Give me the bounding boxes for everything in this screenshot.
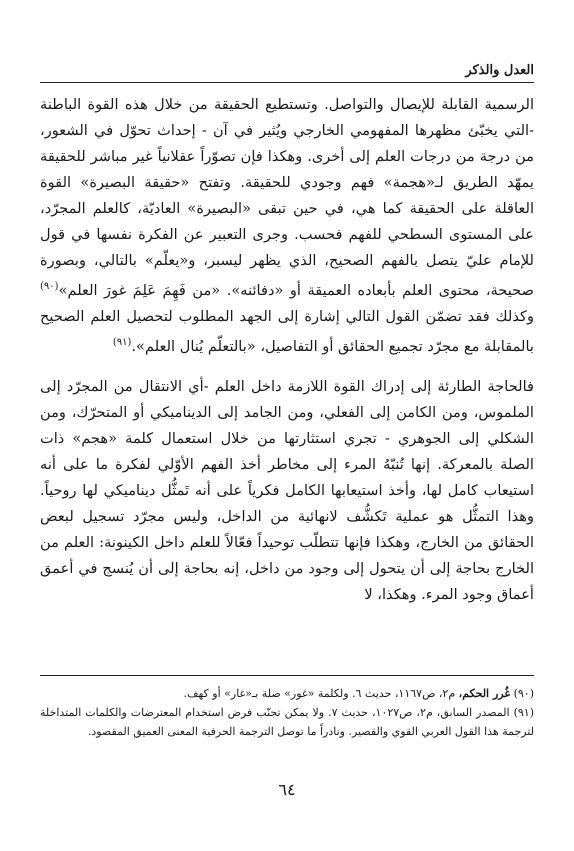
footnote-91-text: المصدر السابق، م٢، ص١٠٢٧، حديث ٧. ولا يمكن تجنّب فرض استخدام المعترضات والكلمات المتداخلة لترجمة هذا القول العربي القوي والقصير. ونادراً ما توصل الترجمة الحرفية المعنى العميق المقصود.: [40, 706, 534, 738]
footnote-91-number: (٩١): [513, 706, 534, 719]
running-head: العدل والذكر: [465, 63, 534, 78]
footnote-90-number: (٩٠): [513, 687, 534, 700]
paragraph-2: [40, 374, 534, 608]
paragraph-1-text-b: وكذلك فقد تضمّن القول التالي إشارة إلى الجهد المطلوب لتحصيل العلم الصحيح بالمقابلة مع مجرّد تجميع الحقائق أو التفاصيل، «بالتعلّم يُنال العلم».: [40, 307, 534, 355]
footnote-91: [40, 703, 534, 741]
footnote-rule: [40, 675, 534, 676]
body-text: [40, 92, 534, 608]
page-number: ٦٤: [278, 780, 296, 799]
footnote-90-book: غُرر الحكم،: [458, 687, 511, 700]
footnote-90-text: م٢، ص١١٦٧، حديث ٦. ولكلمة «غور» صلة بـ«غار» أو كهف.: [183, 687, 459, 700]
paragraph-1: [40, 92, 534, 360]
paragraph-2-text: فالحاجة الطارئة إلى إدراك القوة اللازمة داخل العلم -أي الانتقال من المجرّد إلى الملموس، ومن الكامن إلى الفعلي، ومن الجامد إلى الديناميكي أو المتحرّك، ومن الشكلي إلى الجوهري - تجري استثارتها من خلال استعمال كلمة «هجم» ذات الصلة بالمعركة. إنها تُنبّهُ المرء إلى مخاطر أخذ الفهم الأوّلي لفكرة ما على أنه استيعاب كامل لها، وأخذ استيعابها الكامل فكرياً على أنه تَمثُّل ديناميكي لها روحياً. وهذا التمثُّل هو عملية تَكشُّف لانهائية من الداخل، وليس مجرّد تسجيل لبعض الحقائق من الخارج، وهكذا فإنها تتطلّب توحيداً فعّالاً للعلم داخل الكينونة: العلم من الخارج بحاجة إلى أن يتحول إلى وجود من داخل، إنه بحاجة إلى أن يُنسج في أعمق أعماق وجود المرء. وهكذا، لا: [40, 377, 534, 603]
footnote-ref-91[interactable]: (٩١): [112, 336, 132, 348]
paragraph-1-text-a: الرسمية القابلة للإيصال والتواصل. وتستطيع الحقيقة من خلال هذه القوة الباطنة -التي يخبّئ مظهرها المفهومي الخارجي ويُثير في آن - إحداث تحوّل في الشعور، من درجة من درجات العلم إلى أخرى. وهكذا فإن تصوّراً عقلانياً غير مباشر للحقيقة يمهّد الطريق لـ«هجمة» فهم وجودي للحقيقة. وتفتح «حقيقة البصيرة» القوة العاقلة على الحقيقة كما هي، في حين تبقى «البصيرة» العاديّة، كالعلم المجرّد، على المستوى السطحي للفهم فحسب. وجرى التعبير عن الفكرة نفسها في قول للإمام عليّ يتصل بالفهم الصحيح، الذي يظهر ليسبر، و«يعلّم» بالتالي، وبصورة صحيحة، محتوى العلم بأبعاده العميقة أو «دفائنه». «من فَهِمَ عَلِمَ غورَ العلم»: [40, 96, 535, 299]
header-rule: [40, 82, 534, 83]
footnote-ref-90[interactable]: (٩٠): [40, 281, 59, 292]
footnote-90: [40, 684, 534, 703]
footnotes: [40, 684, 534, 741]
